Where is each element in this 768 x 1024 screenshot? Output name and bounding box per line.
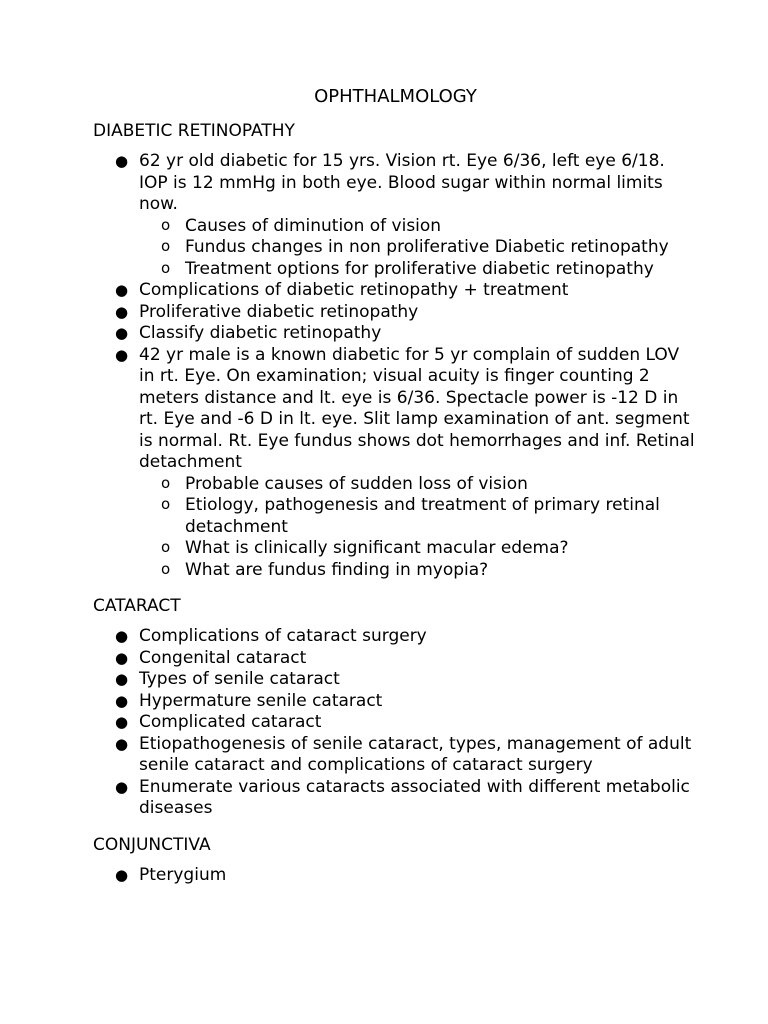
section xyxy=(93,834,698,887)
list-item xyxy=(115,733,698,777)
sub-list-item-text: Causes of diminution of vision xyxy=(185,215,442,236)
bullet-icon: ● xyxy=(115,281,129,299)
bullet-icon: ● xyxy=(115,670,129,688)
list-item-text: Classify diabetic retinopathy xyxy=(139,323,382,343)
sub-list-item-text: What are fundus finding in myopia? xyxy=(185,559,489,580)
bullet-icon: ● xyxy=(115,152,129,170)
circle-bullet-icon: o xyxy=(161,237,171,255)
bullet-list xyxy=(93,151,698,581)
list-item xyxy=(115,712,698,734)
section xyxy=(93,595,698,820)
section xyxy=(93,120,698,581)
bullet-icon: ● xyxy=(115,713,129,731)
bullet-icon: ● xyxy=(115,345,129,364)
bullet-icon: ● xyxy=(115,302,129,321)
list-item-text: 42 yr male is a known diabetic for 5 yr complain of sudden LOV in rt. Eye. On examination; visual acuity is finger counting 2 meters distance and lt. eye is 6/36. Spectacle power is -12 D in rt. Eye and -6 D in lt. eye. Slit lamp examination of ant. segment is normal. Rt. Eye fundus shows dot hemorrhages and inf. Retinal detachment xyxy=(139,344,695,472)
bullet-icon: ● xyxy=(115,648,129,667)
bullet-icon: ● xyxy=(115,324,129,342)
list-item xyxy=(115,280,698,302)
list-item-text: Proliferative diabetic retinopathy xyxy=(139,301,419,322)
sub-list-item xyxy=(161,495,698,538)
list-item xyxy=(115,776,698,820)
sub-list-item xyxy=(161,559,698,582)
list-item xyxy=(115,323,698,345)
list-item-text: Congenital cataract xyxy=(139,647,307,668)
sub-list-item-text: Fundus changes in non proliferative Diabetic retinopathy xyxy=(185,237,669,257)
circle-bullet-icon: o xyxy=(161,559,171,578)
list-item-text: Hypermature senile cataract xyxy=(139,690,383,711)
bullet-icon: ● xyxy=(115,691,129,710)
bullet-icon: ● xyxy=(115,865,129,884)
list-item xyxy=(115,151,698,280)
bullet-list xyxy=(93,626,698,820)
section-heading: DIABETIC RETINOPATHY xyxy=(93,121,295,141)
circle-bullet-icon: o xyxy=(161,495,171,513)
list-item xyxy=(115,669,698,691)
list-item xyxy=(115,626,698,648)
section-heading: CATARACT xyxy=(93,596,181,616)
list-item xyxy=(115,864,698,887)
sub-list-item xyxy=(161,237,698,259)
document-body xyxy=(93,120,698,886)
bullet-list xyxy=(93,865,698,887)
sub-list-item-text: What is clinically significant macular edema? xyxy=(185,538,569,558)
list-item-text: Complicated cataract xyxy=(139,712,322,732)
list-item-text: Enumerate various cataracts associated with different metabolic diseases xyxy=(139,776,690,818)
list-item-text: Complications of cataract surgery xyxy=(139,626,427,646)
sub-list-item-text: Etiology, pathogenesis and treatment of primary retinal detachment xyxy=(185,495,660,537)
bullet-icon: ● xyxy=(115,627,129,645)
bullet-icon: ● xyxy=(115,777,129,796)
document-title: OPHTHALMOLOGY xyxy=(314,86,477,107)
circle-bullet-icon: o xyxy=(161,473,171,492)
list-item xyxy=(115,344,698,582)
sub-list-item-text: Treatment options for proliferative diabetic retinopathy xyxy=(185,258,654,279)
list-item-text: Etiopathogenesis of senile cataract, types, management of adult senile cataract and complications of cataract surgery xyxy=(139,733,692,775)
sub-list-item xyxy=(161,215,698,238)
sub-list-item-text: Probable causes of sudden loss of vision xyxy=(185,473,528,494)
list-item-text: Pterygium xyxy=(139,864,227,885)
sub-list-item xyxy=(161,538,698,560)
circle-bullet-icon: o xyxy=(161,258,171,277)
list-item xyxy=(115,690,698,713)
circle-bullet-icon: o xyxy=(161,538,171,556)
sub-list-item xyxy=(161,473,698,496)
section-heading: CONJUNCTIVA xyxy=(93,834,211,855)
list-item xyxy=(115,301,698,324)
bullet-icon: ● xyxy=(115,734,129,753)
circle-bullet-icon: o xyxy=(161,215,171,234)
sub-list xyxy=(139,474,698,582)
list-item-text: 62 yr old diabetic for 15 yrs. Vision rt. Eye 6/36, left eye 6/18. IOP is 12 mmHg in both eye. Blood sugar within normal limits now. xyxy=(139,151,665,214)
sub-list-item xyxy=(161,258,698,281)
list-item xyxy=(115,647,698,670)
sub-list xyxy=(139,216,698,281)
list-item-text: Complications of diabetic retinopathy + treatment xyxy=(139,280,569,300)
list-item-text: Types of senile cataract xyxy=(139,669,340,689)
